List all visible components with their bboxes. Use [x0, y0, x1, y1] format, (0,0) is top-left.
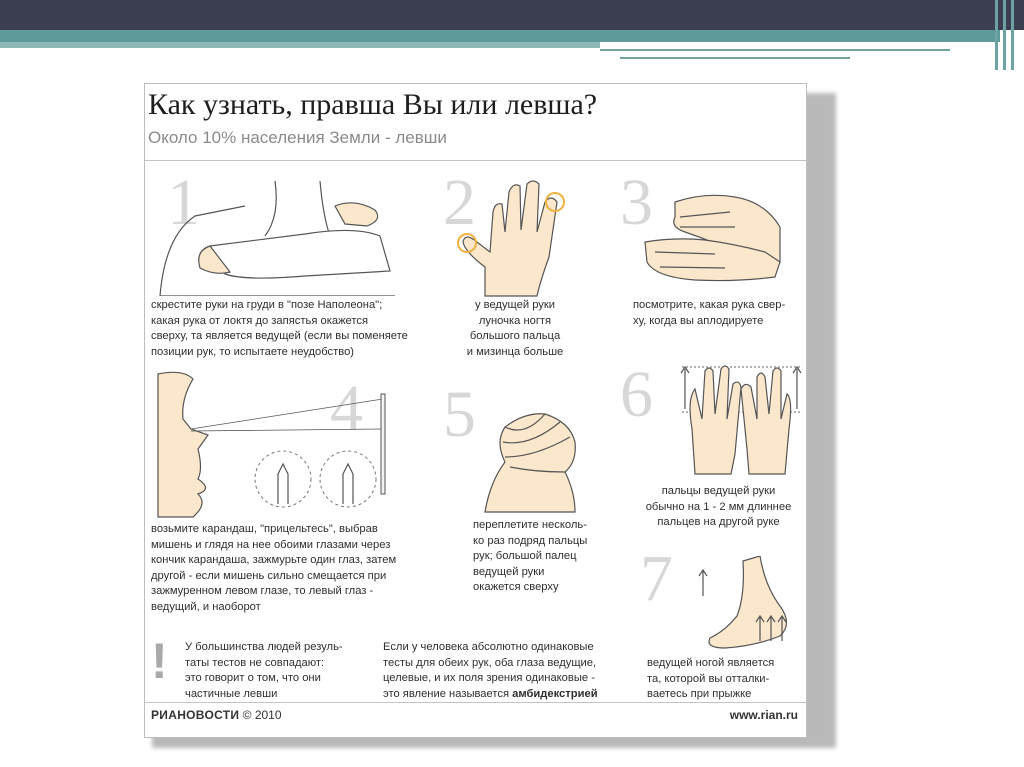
caption-line: большого пальца — [469, 330, 561, 342]
test-number-6: 6 — [620, 358, 653, 431]
note-ambidexterity — [383, 640, 598, 702]
footer-divider — [145, 702, 807, 703]
test-caption-2 — [440, 298, 590, 360]
caption-line: скрестите руки на груди в "позе Наполеона"; — [151, 299, 383, 311]
slide-stripe — [620, 57, 850, 59]
caption-line: ведущий, и наоборот — [151, 600, 261, 613]
test-caption-4 — [151, 522, 396, 615]
slide-stripe-vertical — [995, 0, 998, 70]
slide-stripe — [600, 49, 950, 51]
finger-length-illustration — [677, 359, 807, 479]
interlaced-fingers-illustration — [475, 402, 590, 517]
note-line: тесты для обеих рук, оба глаза ведущие, — [383, 656, 597, 669]
caption-line: та, которой вы отталки- — [647, 672, 770, 685]
note-line: Если у человека абсолютно одинаковые — [383, 641, 594, 653]
test-number-3: 3 — [620, 166, 653, 239]
caption-line: ведущей ногой является — [647, 657, 775, 669]
caption-line: возьмите карандаш, "прицельтесь", выбрав — [151, 523, 378, 535]
slide-accent-bar — [0, 30, 1000, 42]
test-number-1: 1 — [167, 166, 200, 239]
test-caption-7 — [647, 656, 774, 703]
test-caption-1 — [151, 298, 408, 360]
foot-illustration — [685, 556, 800, 656]
note-line — [383, 687, 598, 703]
caption-line: кончик карандаша, зажмурьте один глаз, затем — [151, 554, 397, 566]
test-caption-6 — [631, 484, 806, 531]
caption-line: ко раз подряд пальцы — [473, 534, 588, 547]
slide-stripe-vertical — [1011, 0, 1014, 70]
caption-line: и мизинца больше — [466, 345, 564, 358]
note-line: таты тестов не совпадают: — [185, 656, 325, 669]
caption-line: другой - если мишень сильно смещается при — [151, 569, 387, 582]
footer-brand — [151, 708, 282, 722]
caption-line: позиции рук, то испытаете неудобство) — [151, 345, 355, 358]
crossed-arms-illustration — [155, 176, 415, 296]
clapping-hands-illustration — [635, 182, 800, 292]
caption-line: переплетите несколь- — [473, 519, 587, 531]
test-caption-5 — [473, 518, 587, 596]
note-line: У большинства людей резуль- — [185, 641, 343, 653]
divider — [145, 160, 807, 161]
exclamation-icon: ! — [151, 633, 168, 689]
caption-line: обычно на 1 - 2 мм длиннее — [645, 500, 792, 513]
caption-line: рук; большой палец — [473, 550, 577, 562]
caption-line: луночка ногтя — [478, 314, 552, 327]
poster-subtitle: Около 10% населения Земли - левши — [148, 128, 447, 147]
aiming-pencil-illustration — [153, 369, 433, 519]
caption-line: сверху, та является ведущей (если вы поменяете — [151, 330, 408, 342]
copyright-text: © 2010 — [239, 708, 282, 722]
ria-logo: РИАНОВОСТИ — [151, 708, 240, 722]
test-number-7: 7 — [640, 542, 673, 615]
slide-stripe-vertical — [1003, 0, 1006, 70]
test-number-5: 5 — [443, 378, 476, 451]
caption-line: зажмуренном левом глазе, то левый глаз - — [151, 585, 374, 597]
test-number-2: 2 — [443, 166, 476, 239]
hand-nails-illustration — [443, 166, 585, 297]
note-line: целевые, и их поля зрения одинаковые - — [383, 672, 595, 684]
ambidexterity-term: амбидекстрией — [512, 687, 598, 700]
note-line: это говорит о том, что они — [185, 672, 321, 684]
slide-accent-bar-light — [0, 42, 600, 48]
poster-title: Как узнать, правша Вы или левша? — [148, 88, 598, 121]
caption-line: у ведущей руки — [474, 299, 556, 311]
caption-line: ху, когда вы аплодируете — [633, 314, 764, 327]
caption-line: какая рука от локтя до запястья окажется — [151, 314, 369, 327]
footer-url: www.rian.ru — [729, 708, 798, 722]
infographic-poster — [144, 83, 807, 738]
note-line: частичные левши — [185, 687, 278, 700]
note-text: это явление называется — [383, 687, 513, 700]
caption-line: посмотрите, какая рука свер- — [633, 299, 786, 311]
test-caption-3 — [633, 298, 785, 329]
caption-line: пальцев на другой руке — [657, 516, 780, 528]
note-partial-lefthanders — [185, 640, 343, 702]
caption-line: мишень и глядя на нее обоими глазами через — [151, 538, 391, 551]
caption-line: ведущей руки — [473, 565, 545, 578]
caption-line: пальцы ведущей руки — [661, 485, 776, 497]
test-number-4: 4 — [330, 372, 363, 445]
caption-line: ваетесь при прыжке — [647, 688, 752, 700]
slide-top-bar — [0, 0, 1024, 30]
caption-line: окажется сверху — [473, 581, 559, 593]
